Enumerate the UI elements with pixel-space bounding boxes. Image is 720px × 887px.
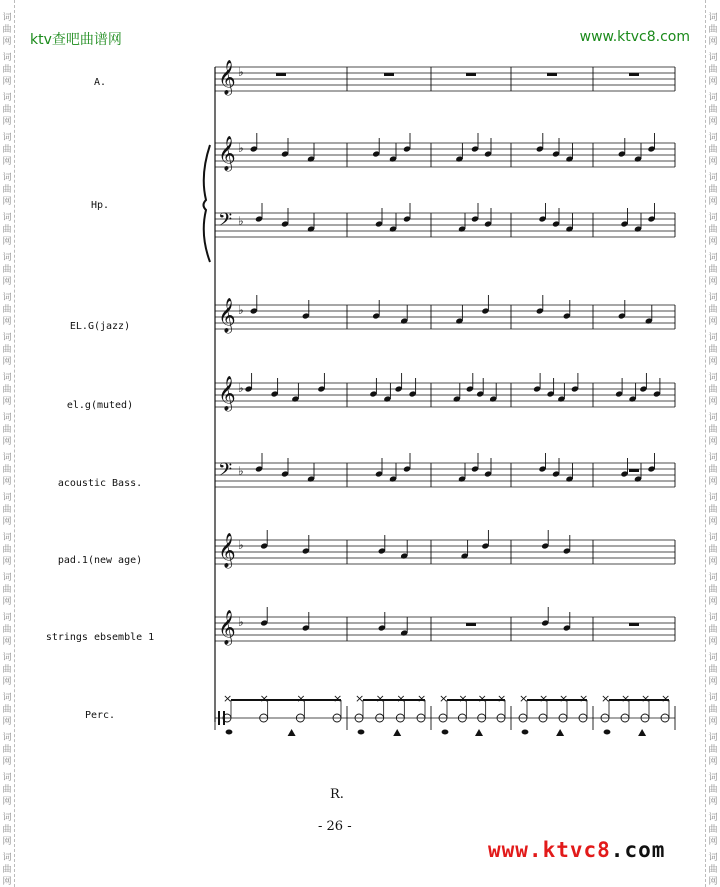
note-head	[522, 730, 529, 735]
note-head	[442, 730, 449, 735]
flat-icon: ♭	[238, 381, 244, 395]
flat-icon: ♭	[238, 615, 244, 629]
watermark-char: 词	[708, 173, 718, 183]
watermark-char: 网	[2, 237, 12, 247]
watermark-char: 网	[708, 77, 718, 87]
cymbal-x-icon: ×	[477, 692, 487, 705]
watermark-char: 网	[708, 597, 718, 607]
watermark-char: 曲	[708, 105, 718, 115]
treble-clef-icon: 𝄞	[218, 298, 236, 333]
watermark-char: 词	[2, 773, 12, 783]
watermark-char: 曲	[708, 65, 718, 75]
watermark-char: 曲	[2, 705, 12, 715]
watermark-char: 曲	[708, 505, 718, 515]
cymbal-x-icon: ×	[223, 692, 233, 705]
watermark-char: 网	[708, 37, 718, 47]
treble-clef-icon: 𝄞	[218, 376, 236, 411]
watermark-char: 网	[2, 37, 12, 47]
cymbal-x-icon: ×	[601, 692, 611, 705]
watermark-char: 词	[2, 693, 12, 703]
watermark-char: 词	[2, 133, 12, 143]
brand-prefix: www.	[488, 838, 543, 862]
watermark-char: 曲	[708, 425, 718, 435]
cymbal-x-icon: ×	[259, 692, 269, 705]
watermark-char: 网	[708, 357, 718, 367]
watermark-char: 词	[2, 333, 12, 343]
cymbal-x-icon: ×	[458, 692, 468, 705]
whole-rest-icon	[547, 73, 557, 76]
watermark-char: 网	[708, 237, 718, 247]
watermark-char: 曲	[2, 785, 12, 795]
watermark-char: 曲	[708, 25, 718, 35]
watermark-char: 词	[2, 253, 12, 263]
watermark-char: 曲	[708, 265, 718, 275]
site-url-header[interactable]: www.ktvc8.com	[579, 29, 690, 45]
watermark-char: 词	[708, 453, 718, 463]
whole-rest-icon	[276, 73, 286, 76]
cymbal-x-icon: ×	[661, 692, 671, 705]
flat-icon: ♭	[238, 65, 244, 79]
cymbal-x-icon: ×	[579, 692, 589, 705]
watermark-char: 词	[708, 773, 718, 783]
watermark-char: 词	[2, 533, 12, 543]
watermark-char: 曲	[2, 625, 12, 635]
watermark-char: 网	[2, 197, 12, 207]
whole-rest-icon	[466, 623, 476, 626]
watermark-char: 曲	[2, 305, 12, 315]
watermark-char: 网	[2, 637, 12, 647]
treble-clef-icon: 𝄞	[218, 533, 236, 568]
watermark-char: 词	[2, 813, 12, 823]
watermark-char: 曲	[708, 785, 718, 795]
bass-clef-icon: 𝄢	[218, 210, 233, 235]
watermark-char: 曲	[708, 345, 718, 355]
watermark-char: 网	[708, 157, 718, 167]
watermark-char: 曲	[708, 825, 718, 835]
watermark-char: 词	[2, 573, 12, 583]
cymbal-x-icon: ×	[417, 692, 427, 705]
watermark-char: 词	[708, 133, 718, 143]
watermark-char: 网	[2, 717, 12, 727]
whole-rest-icon	[629, 469, 639, 472]
cymbal-x-icon: ×	[355, 692, 365, 705]
watermark-char: 曲	[2, 745, 12, 755]
site-name-header[interactable]: ktv查吧曲谱网	[30, 32, 122, 48]
watermark-char: 词	[708, 653, 718, 663]
watermark-char: 曲	[2, 665, 12, 675]
instrument-label-bass: acoustic Bass.	[57, 478, 143, 489]
watermark-char: 网	[2, 837, 12, 847]
watermark-char: 曲	[2, 225, 12, 235]
triangle-note-icon	[638, 729, 646, 736]
watermark-char: 网	[708, 277, 718, 287]
watermark-char: 网	[708, 877, 718, 887]
watermark-char: 词	[708, 213, 718, 223]
triangle-note-icon	[475, 729, 483, 736]
watermark-char: 词	[2, 293, 12, 303]
watermark-char: 网	[708, 477, 718, 487]
cymbal-x-icon: ×	[375, 692, 385, 705]
cymbal-x-icon: ×	[333, 692, 343, 705]
whole-rest-icon	[629, 623, 639, 626]
watermark-char: 网	[2, 757, 12, 767]
percussion-clef-icon	[218, 711, 220, 725]
watermark-char: 曲	[2, 25, 12, 35]
watermark-char: 词	[708, 13, 718, 23]
watermark-char: 词	[708, 693, 718, 703]
watermark-char: 词	[2, 373, 12, 383]
watermark-char: 曲	[2, 465, 12, 475]
watermark-char: 词	[2, 53, 12, 63]
watermark-char: 曲	[708, 385, 718, 395]
flat-icon: ♭	[238, 303, 244, 317]
watermark-char: 网	[708, 837, 718, 847]
watermark-char: 网	[708, 757, 718, 767]
watermark-char: 网	[2, 357, 12, 367]
rehearsal-mark: R.	[330, 787, 344, 802]
instrument-label-a: A.	[93, 77, 107, 88]
cymbal-x-icon: ×	[559, 692, 569, 705]
watermark-char: 词	[708, 413, 718, 423]
watermark-char: 词	[2, 13, 12, 23]
brand-logo[interactable]	[488, 838, 665, 862]
watermark-char: 网	[2, 437, 12, 447]
watermark-char: 词	[708, 733, 718, 743]
watermark-char: 网	[708, 517, 718, 527]
watermark-char: 网	[708, 317, 718, 327]
watermark-char: 词	[708, 813, 718, 823]
instrument-label-elg-jazz: EL.G(jazz)	[69, 321, 131, 332]
watermark-char: 曲	[708, 745, 718, 755]
watermark-char: 词	[708, 493, 718, 503]
watermark-char: 网	[2, 557, 12, 567]
watermark-char: 词	[708, 293, 718, 303]
cymbal-x-icon: ×	[539, 692, 549, 705]
watermark-char: 曲	[2, 585, 12, 595]
treble-clef-icon: 𝄞	[218, 136, 236, 171]
watermark-char: 词	[2, 213, 12, 223]
watermark-char: 词	[2, 733, 12, 743]
instrument-label-strings: strings ebsemble 1	[45, 632, 155, 643]
watermark-char: 曲	[2, 865, 12, 875]
watermark-char: 网	[2, 877, 12, 887]
watermark-char: 网	[2, 317, 12, 327]
whole-rest-icon	[629, 73, 639, 76]
instrument-label-pad: pad.1(new age)	[57, 555, 143, 566]
treble-clef-icon: 𝄞	[218, 610, 236, 645]
instrument-label-perc: Perc.	[84, 710, 116, 721]
cymbal-x-icon: ×	[641, 692, 651, 705]
watermark-char: 网	[708, 717, 718, 727]
watermark-char: 网	[2, 397, 12, 407]
watermark-char: 曲	[708, 665, 718, 675]
bass-clef-icon: 𝄢	[218, 460, 233, 485]
watermark-char: 词	[2, 173, 12, 183]
watermark-char: 网	[2, 797, 12, 807]
watermark-char: 网	[708, 677, 718, 687]
watermark-char: 词	[708, 373, 718, 383]
watermark-char: 曲	[708, 225, 718, 235]
watermark-char: 网	[2, 677, 12, 687]
note-head	[226, 730, 233, 735]
page-number: - 26 -	[318, 819, 352, 834]
treble-clef-icon: 𝄞	[218, 60, 236, 95]
watermark-char: 曲	[708, 865, 718, 875]
note-head	[604, 730, 611, 735]
watermark-char: 词	[708, 93, 718, 103]
watermark-char: 网	[2, 597, 12, 607]
watermark-char: 网	[708, 797, 718, 807]
cymbal-x-icon: ×	[439, 692, 449, 705]
watermark-char: 网	[2, 157, 12, 167]
watermark-char: 网	[708, 117, 718, 127]
cymbal-x-icon: ×	[621, 692, 631, 705]
watermark-char: 网	[2, 517, 12, 527]
flat-icon: ♭	[238, 214, 244, 228]
watermark-char: 网	[708, 197, 718, 207]
whole-rest-icon	[466, 73, 476, 76]
watermark-char: 曲	[2, 105, 12, 115]
watermark-char: 曲	[2, 185, 12, 195]
instrument-label-harp: Hp.	[90, 200, 110, 211]
watermark-char: 曲	[2, 545, 12, 555]
watermark-char: 网	[2, 277, 12, 287]
watermark-char: 网	[2, 77, 12, 87]
watermark-char: 网	[708, 397, 718, 407]
note-group	[223, 73, 670, 736]
cymbal-x-icon: ×	[519, 692, 529, 705]
watermark-char: 词	[2, 853, 12, 863]
watermark-char: 网	[708, 437, 718, 447]
watermark-char: 词	[708, 853, 718, 863]
watermark-char: 网	[2, 117, 12, 127]
watermark-char: 曲	[2, 345, 12, 355]
brand-name: ktvc8	[542, 838, 611, 862]
triangle-note-icon	[288, 729, 296, 736]
watermark-char: 曲	[2, 505, 12, 515]
watermark-char: 词	[708, 53, 718, 63]
watermark-char: 词	[2, 613, 12, 623]
watermark-char: 词	[2, 653, 12, 663]
watermark-char: 曲	[708, 185, 718, 195]
triangle-note-icon	[393, 729, 401, 736]
watermark-char: 词	[2, 453, 12, 463]
watermark-char: 网	[708, 637, 718, 647]
note-head	[358, 730, 365, 735]
watermark-char: 曲	[708, 705, 718, 715]
watermark-char: 曲	[708, 305, 718, 315]
watermark-char: 词	[708, 333, 718, 343]
watermark-char: 词	[708, 573, 718, 583]
watermark-char: 词	[708, 613, 718, 623]
brace-icon	[204, 145, 211, 262]
watermark-char: 曲	[708, 585, 718, 595]
brand-suffix: .com	[610, 838, 666, 862]
watermark-char: 词	[2, 413, 12, 423]
triangle-note-icon	[556, 729, 564, 736]
flat-icon: ♭	[238, 141, 244, 155]
watermark-char: 曲	[2, 65, 12, 75]
watermark-char: 词	[708, 253, 718, 263]
watermark-char: 曲	[708, 465, 718, 475]
watermark-char: 曲	[708, 545, 718, 555]
watermark-char: 词	[708, 533, 718, 543]
watermark-char: 曲	[2, 385, 12, 395]
watermark-char: 网	[2, 477, 12, 487]
watermark-char: 网	[708, 557, 718, 567]
watermark-char: 曲	[2, 825, 12, 835]
watermark-char: 曲	[2, 425, 12, 435]
watermark-char: 曲	[2, 265, 12, 275]
cymbal-x-icon: ×	[396, 692, 406, 705]
watermark-char: 曲	[708, 625, 718, 635]
cymbal-x-icon: ×	[296, 692, 306, 705]
watermark-char: 曲	[708, 145, 718, 155]
instrument-label-elg-muted: el.g(muted)	[66, 400, 134, 411]
watermark-char: 曲	[2, 145, 12, 155]
flat-icon: ♭	[238, 464, 244, 478]
watermark-char: 词	[2, 493, 12, 503]
flat-icon: ♭	[238, 538, 244, 552]
whole-rest-icon	[384, 73, 394, 76]
cymbal-x-icon: ×	[497, 692, 507, 705]
watermark-char: 词	[2, 93, 12, 103]
